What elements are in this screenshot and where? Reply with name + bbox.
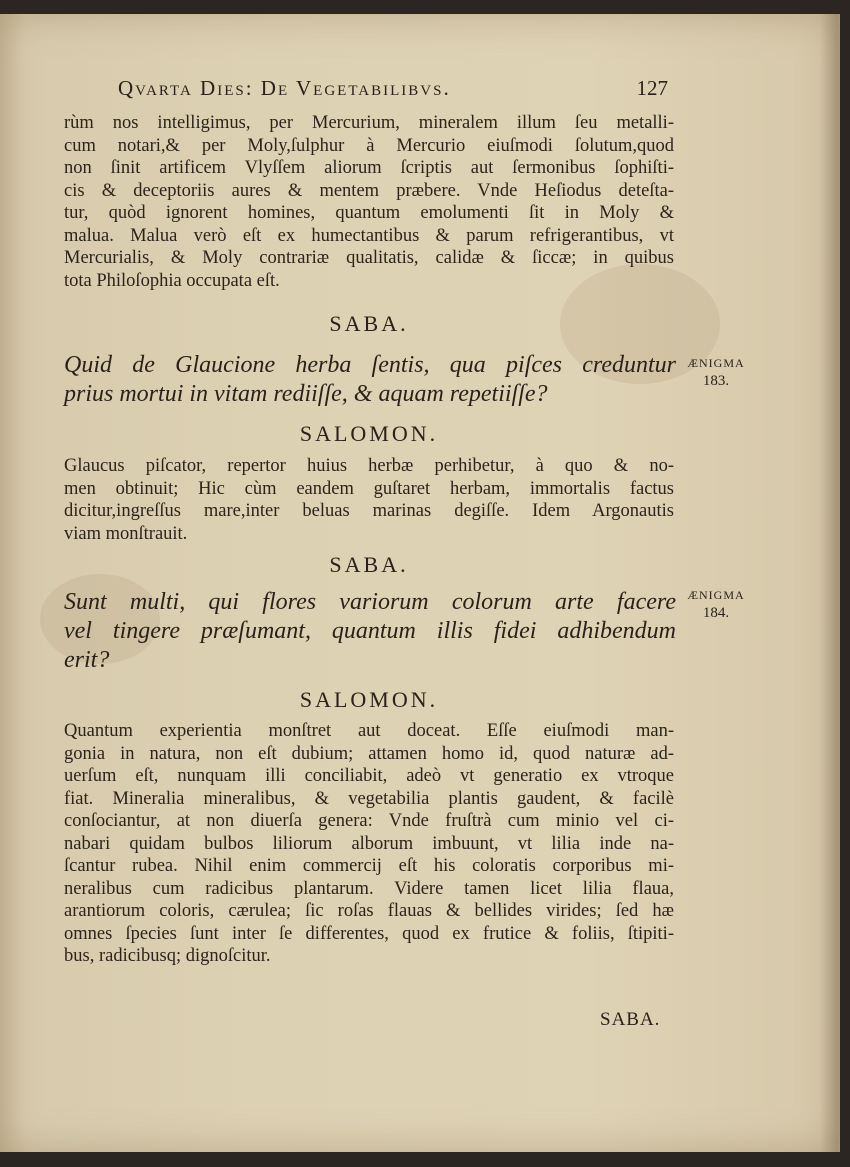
text-line: non ſinit artificem Vlyſſem aliorum ſcriptis aut ſermonibus ſophiſti- — [64, 158, 674, 178]
margin-note-label: ÆNIGMA — [687, 588, 745, 602]
paragraph-2 — [64, 455, 674, 545]
text-line: uerſum eſt, nunquam illi conciliabit, adeò vt generatio ex vtroque — [64, 766, 674, 786]
book-page — [0, 14, 840, 1152]
text-line: tur, quòd ignorent homines, quantum emolumenti ſit in Moly & — [64, 203, 674, 223]
text-line: gonia in natura, non eſt dubium; attamen homo id, quod naturæ ad- — [64, 743, 674, 764]
catchword: SABA. — [600, 1009, 661, 1030]
speaker-saba: SABA. — [329, 552, 409, 577]
running-header — [118, 76, 668, 106]
margin-note-number: 183. — [702, 373, 730, 389]
text-line: men obtinuit; Hic cùm eandem guſtaret herbam, immortalis factus — [64, 478, 674, 499]
question-2 — [64, 588, 676, 675]
text-line: arantiorum coloris, cærulea; ſic roſas flauas & bellides virides; ſed hæ — [64, 901, 674, 921]
question-line: vel tingere præſumant, quantum illis fidei adhibendum — [64, 618, 676, 644]
speaker-salomon: SALOMON. — [299, 421, 439, 446]
question-line: prius mortui in vitam rediiſſe, & aquam repetiiſſe? — [64, 381, 548, 407]
page-number: 127 — [636, 76, 668, 100]
text-line: conſociantur, at non diuerſa genera: Vnde fruſtrà cum minio vel ci- — [64, 811, 674, 831]
text-line: ſcantur rubea. Nihil enim commercij eſt his coloratis corporibus mi- — [64, 856, 674, 876]
header-title: Qvarta Dies: De Vegetabilibvs. — [118, 76, 451, 100]
speaker-salomon: SALOMON. — [299, 687, 439, 712]
text-line: omnes ſpecies ſunt inter ſe differentes, quod ex frutice & foliis, ſtipiti- — [64, 923, 674, 944]
text-line: neralibus cum radicibus plantarum. Videre tamen licet lilia flaua, — [64, 878, 674, 899]
paragraph-3 — [64, 720, 674, 968]
text-line: Quantum experientia monſtret aut doceat. Eſſe eiuſmodi man- — [64, 721, 674, 741]
text-line: tota Philoſophia occupata eſt. — [64, 270, 280, 291]
text-line: fiat. Mineralia mineralibus, & vegetabilia plantis gaudent, & facilè — [64, 788, 674, 809]
text-line: cis & deceptoriis aures & mentem præbere. Vnde Heſiodus deteſta- — [64, 180, 674, 201]
paragraph-1 — [64, 112, 674, 292]
text-line: rùm nos intelligimus, per Mercurium, mineralem illum ſeu metalli- — [64, 113, 674, 133]
text-line: dicitur,ingreſſus mare,inter beluas marinas degiſſe. Idem Argonautis — [64, 501, 674, 521]
margin-note-aenigma-184 — [676, 586, 756, 622]
text-line: bus, radicibusq; dignoſcitur. — [64, 946, 271, 966]
margin-note-label: ÆNIGMA — [687, 356, 745, 370]
question-1 — [64, 351, 676, 409]
text-line: Glaucus piſcator, repertor huius herbæ perhibetur, à quo & no- — [64, 456, 674, 476]
speaker-saba: SABA. — [329, 311, 409, 336]
question-line: erit? — [64, 647, 110, 673]
text-line: nabari quidam bulbos liliorum alborum imbuunt, vt lilia inde na- — [64, 833, 674, 854]
text-line: viam monſtrauit. — [64, 523, 188, 544]
margin-note-aenigma-183 — [676, 354, 756, 390]
text-line: malua. Malua verò eſt ex humectantibus & parum refrigerantibus, vt — [64, 225, 674, 246]
text-line: Mercurialis, & Moly contrariæ qualitatis, calidæ & ſiccæ; in quibus — [64, 248, 674, 268]
margin-note-number: 184. — [702, 605, 730, 621]
question-line: Quid de Glaucione herba ſentis, qua piſces creduntur — [64, 352, 676, 378]
text-line: cum notari,& per Moly,ſulphur à Mercurio eiuſmodi ſolutum,quod — [64, 135, 674, 156]
question-line: Sunt multi, qui flores variorum colorum arte facere — [64, 589, 676, 615]
